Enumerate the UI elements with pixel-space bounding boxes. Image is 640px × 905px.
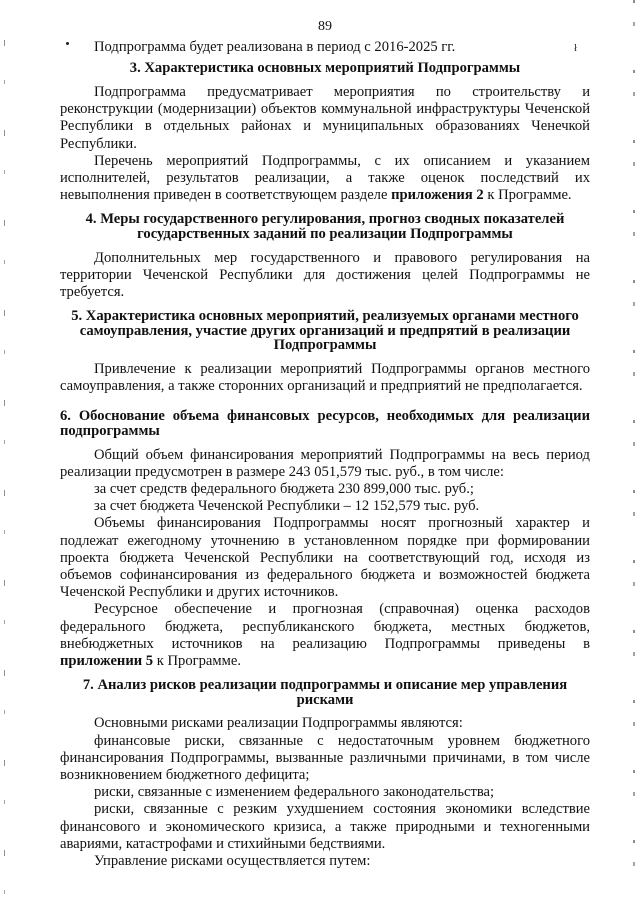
section-6-federal-budget: за счет средств федерального бюджета 230 899,000 тыс. руб.; (94, 481, 474, 497)
section-6-paragraph-1: Общий объем финансирования мероприятий Подпрограммы на весь период реализации предусмотрен в размере 243 051,579 тыс. руб., в том числе: (60, 446, 590, 480)
section-7-legislation-risks: риски, связанные с изменением федерального законодательства; (94, 784, 495, 801)
appendix-5-reference: приложении 5 (60, 653, 154, 670)
appendix-2-reference: приложения 2 (391, 187, 484, 204)
section-3-paragraph-1: Подпрограмма предусматривает мероприятия по строительству и реконструкции (модернизации) объектов коммунальной инфраструктуры Чеченской Республики в отдельных районах и муниципальных образованиях Ченечкой Республики. (60, 84, 590, 152)
section-6-paragraph-5 (60, 601, 590, 670)
section-6-republic-budget: за счет бюджета Чеченской Республики – 12 152,579 тыс. руб. (94, 498, 480, 515)
section-5-paragraph-1: Привлечение к реализации мероприятий Подпрограммы органов местного самоуправления, а также сторонних организаций и предприятий не предполагается. (60, 361, 590, 395)
page-number: 89 (318, 19, 332, 34)
section-7-economic-risks: риски, связанные с резким ухудшением состояния экономики вследствие финансового и экономического кризиса, а также природными и техногенными авариями, катастрофами и стихийными бедствиями. (60, 801, 590, 852)
section-3-paragraph-2 (60, 153, 590, 205)
text-fragment: к Программе. (483, 187, 572, 204)
document-page (60, 18, 590, 870)
section-3-title: 3. Характеристика основных мероприятий Подпрограммы (129, 60, 521, 77)
section-7-paragraph-1: Основными рисками реализации Подпрограммы являются: (94, 715, 463, 732)
section-7-risk-management: Управление рисками осуществляется путем: (94, 853, 371, 870)
scan-edge-left (4, 40, 5, 900)
implementation-period: Подпрограмма будет реализована в период с 2016-2025 гг. (94, 39, 456, 56)
scan-mark: ł (574, 42, 578, 54)
section-5-title: 5. Характеристика основных мероприятий, реализуемых органами местного самоуправления, участие других организаций и предпрятий в реализации Подпрограммы (71, 308, 579, 354)
text-fragment: Перечень мероприятий Подпрограммы, с их описанием и указанием исполнителей, результатов реализации, а также оценок последствий их невыполнения приведен в соответствующем разделе (60, 152, 590, 204)
text-fragment: к Программе. (153, 653, 241, 670)
section-6-paragraph-4: Объемы финансирования Подпрограммы носят прогнозный характер и подлежат ежегодному уточнению в установленном порядке при формировании проекта бюджета Чеченской Республики на соответствующий год, исходя из объемов софинансирования из федерального бюджета и возможностей бюджета Чеченской Республики и других источников. (60, 515, 590, 601)
section-4-title: 4. Меры государственного регулирования, прогноз сводных показателей государственных заданий по реализации Подпрограммы (85, 211, 565, 243)
text-fragment: Ресурсное обеспечение и прогнозная (справочная) оценка расходов федерального бюджета, республиканского бюджета, местных бюджетов, внебюджетных источников на реализацию Подпрограммы приведены в (60, 601, 590, 652)
scan-edge-right (633, 0, 635, 905)
section-7-financial-risks: финансовые риски, связанные с недостаточным уровнем бюджетного финансирования Подпрограммы, вызванные различными причинами, в том числе возникновением бюджетного дефицита; (60, 732, 590, 784)
section-6-title: 6. Обоснование объема финансовых ресурсов, необходимых для реализации подпрограммы (60, 408, 590, 439)
section-4-paragraph-1: Дополнительных мер государственного и правового регулирования на территории Чеченской Республики для достижения целей Подпрограммы не требуется. (60, 249, 590, 301)
section-7-title: 7. Анализ рисков реализации подпрограммы и описание мер управления рисками (82, 677, 568, 708)
